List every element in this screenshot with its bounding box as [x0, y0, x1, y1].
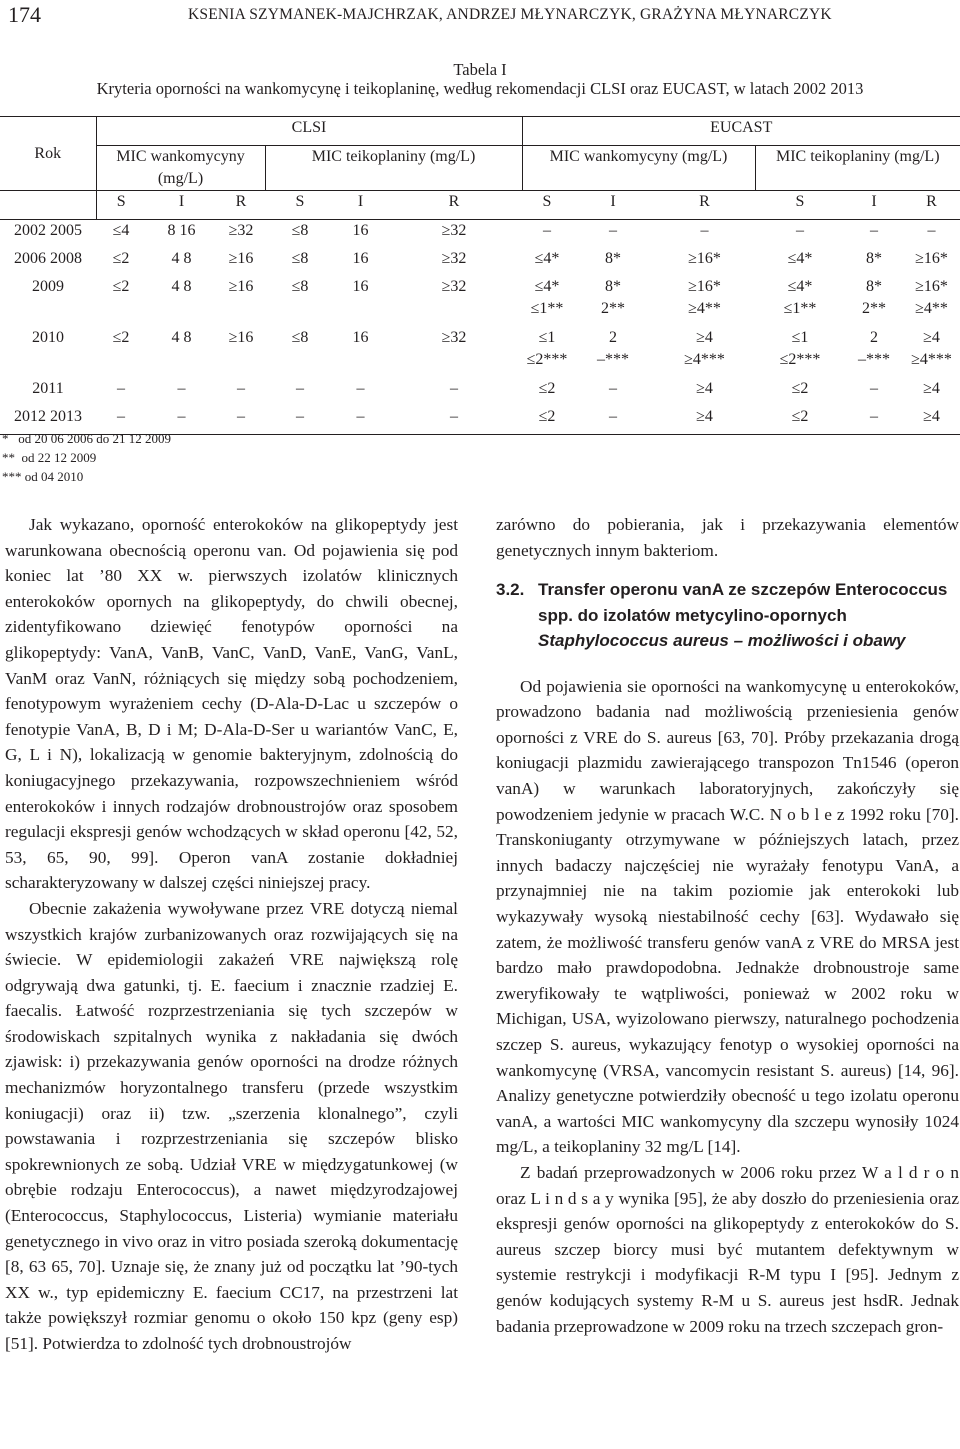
table-cell: 16	[352, 250, 369, 267]
table-cell: –	[870, 380, 878, 397]
section-title-line: spp. do izolatów metycylino-opornych	[538, 605, 847, 625]
table-cell: –	[117, 380, 125, 397]
table-cell: ≤2	[755, 406, 845, 435]
table-cell: 2 –***	[858, 329, 890, 368]
table-cell: 4 8	[171, 278, 192, 295]
subgroup-clsi-vancomycin: MIC wankomycyny (mg/L)	[96, 146, 265, 191]
table-footnotes	[2, 429, 171, 486]
table-cell: 16	[352, 278, 369, 295]
table-cell: ≥16	[228, 250, 254, 267]
table-cell: ≥16* ≥4**	[915, 278, 948, 317]
row-label-header: Rok	[0, 117, 96, 191]
table-cell: ≤2	[112, 278, 130, 295]
table-cell: –	[927, 222, 936, 239]
table-cell: 2 –***	[597, 329, 629, 368]
year-cell: 2006 2008	[14, 250, 82, 267]
table-body	[0, 220, 960, 435]
year-cell: 2002 2005	[14, 222, 82, 239]
table-cell: ≥16*	[688, 250, 721, 267]
group-clsi: CLSI	[96, 117, 522, 146]
year-cell: 2012 2013	[0, 406, 96, 435]
table-cell: ≤2	[538, 380, 556, 397]
table-cell: ≤8	[291, 222, 309, 239]
footnote: *** od 04 2010	[2, 469, 84, 484]
table-cell: ≤2	[112, 250, 130, 267]
section-title-line: Staphylococcus aureus – możliwości i obawy	[538, 631, 906, 651]
table-cell: ≥4	[696, 380, 713, 397]
paragraph: zarówno do pobierania, jak i przekazywania elementów genetycznych innym bakteriom.	[496, 515, 959, 560]
table-cell: 16	[352, 329, 369, 346]
table-cell: ≥4	[923, 380, 940, 397]
table-cell: 8* 2**	[601, 278, 625, 317]
table-cell: ≥32	[441, 329, 467, 346]
table-cell: –	[796, 222, 804, 239]
table-cell: ≤8	[291, 278, 309, 295]
page-number: 174	[8, 2, 41, 27]
table-cell: –	[237, 380, 245, 397]
section-heading	[496, 577, 959, 654]
table-cell: –	[572, 406, 654, 435]
table-cell: –	[335, 406, 386, 435]
table-cell: ≤4* ≤1**	[783, 278, 817, 317]
table-cell: 8* 2**	[862, 278, 886, 317]
running-header	[0, 0, 960, 30]
table-cell: ≤4*	[534, 250, 560, 267]
sir-header: I	[335, 191, 386, 220]
group-eucast: EUCAST	[522, 117, 960, 146]
sir-header: I	[845, 191, 903, 220]
table-cell: 4 8	[171, 329, 192, 346]
subgroup-clsi-teicoplanin: MIC teikoplaniny (mg/L)	[265, 146, 522, 191]
table-cell: –	[146, 406, 217, 435]
table-cell: –	[386, 406, 522, 435]
sir-header: R	[217, 191, 265, 220]
table-cell: ≥16	[228, 278, 254, 295]
sir-header: S	[522, 191, 572, 220]
paragraph: Obecnie zakażenia wywoływane przez VRE dotyczą niemal wszystkich krajów zurbanizowanych oraz rozwijających się na świecie. W epidemiologii zakażeń VRE największą rolę odgrywają dwa gatunki, tj. E. faecium i znacznie rzadziej E. faecalis. Łatwość rozprzestrzeniania się tych szczepów w środowiskach szpitalnych wynika z nakładania się dwóch zjawisk: i) przekazywania genów oporności na drodze różnych mechanizmów horyzontalnego transferu (przede wszystkim koniugacji) oraz ii) tzw. „szerzenia klonalnego”, czyli powstawania i rozprzestrzeniania się szczepów blisko spokrewnionych ze sobą. Udział VRE w międzygatunkowej (w obrębie rodzaju Enterococcus), a nawet międzyrodzajowej (Enterococcus, Staphylococcus, Listeria) wymianie materiału genetycznego in vivo oraz in vitro posiada szeroką dokumentację [8, 63 65, 70]. Uznaje się, że znany już od początku lat ’90-tych XX w., typ epidemiczny E. faecium CC17, na przestrzeni lat także powiększył rozmiar genomu o około 150 kpz (geny esp) [51]. Potwierdza to zdolność tych drobnoustrojów	[5, 898, 458, 1353]
sir-header: S	[755, 191, 845, 220]
table-cell: ≥4 ≥4***	[684, 329, 725, 368]
table-title: Kryteria oporności na wankomycynę i teikoplaninę, według rekomendacji CLSI oraz EUCAST, w latach 2002 2013	[96, 79, 864, 98]
table-cell: –	[543, 222, 551, 239]
subgroup-eucast-vancomycin: MIC wankomycyny (mg/L)	[522, 146, 755, 191]
running-head-authors: KSENIA SZYMANEK-MAJCHRZAK, ANDRZEJ MŁYNARCZYK, GRAŻYNA MŁYNARCZYK	[188, 6, 832, 23]
table-row	[0, 248, 960, 276]
table-cell: –	[265, 406, 335, 435]
table-cell: ≥32	[441, 250, 467, 267]
table-cell: ≥16	[228, 329, 254, 346]
table-cell: ≥4	[654, 406, 755, 435]
table-cell: –	[609, 222, 617, 239]
table-cell: –	[296, 380, 304, 397]
table-cell: 16	[352, 222, 369, 239]
table-cell: –	[96, 406, 146, 435]
footnote: * od 20 06 2006 do 21 12 2009	[2, 431, 171, 446]
table-number: Tabela I	[453, 60, 507, 79]
table-cell: ≤8	[291, 250, 309, 267]
table-cell: ≥4 ≥4***	[911, 329, 952, 368]
table-cell: ≥16* ≥4**	[688, 278, 721, 317]
footnote: ** od 22 12 2009	[2, 450, 97, 465]
table-cell: –	[870, 222, 878, 239]
table-cell: ≥32	[441, 278, 467, 295]
table-cell: ≥32	[228, 222, 254, 239]
table-cell: ≥16*	[915, 250, 948, 267]
table-cell: ≤4* ≤1**	[530, 278, 564, 317]
left-column	[5, 512, 458, 1357]
sir-header: R	[386, 191, 522, 220]
paragraph: Od pojawienia sie oporności na wankomycynę u enterokoków, prowadzono badania nad możliwością przeniesienia genów oporności z VRE do S. aureus [63, 70]. Próby przekazania drogą koniugacji plazmidu zawierającego transpozon Tn1546 (operon vanA) w warunkach laboratoryjnych, zakończyły się powodzeniem jedynie w pracach W.C. N o b l e z 1992 roku [70]. Transkoniuganty otrzymywane w późniejszych latach, przez innych badaczy najczęściej nie wyrażały fenotypu VanA, a przynajmniej nie na takim poziomie jak enterokoki lub wykazywały wysoką niestabilność cechy [63]. Wydawało się zatem, że możliwość transferu genów vanA z VRE do MRSA jest bardzo mało prawdopodobna. Jednakże drobnoustroje same zweryfikowały te wątpliwości, ponieważ w 2002 roku w Michigan, USA, wyizolowano pierwszy, naturalnego pochodzenia szczep S. aureus, wykazujący fenotyp o wysokiej oporności na wankomycynę (VRSA, vancomycin resistant S. aureus) [14, 96]. Analizy genetyczne potwierdziły obecność u tego izolatu operonu vanA, a wartości MIC wankomycyny dla szczepu wynosiły 1024 mg/L, a teikoplaniny 32 mg/L [14].	[496, 676, 959, 1157]
table-cell: ≤4	[112, 222, 130, 239]
table-cell: ≤2	[522, 406, 572, 435]
table-cell: ≤2	[791, 380, 809, 397]
table-cell: –	[217, 406, 265, 435]
table-cell: 8 16	[167, 222, 196, 239]
table-cell: –	[609, 380, 617, 397]
section-title-line: Transfer operonu vanA ze szczepów Enterococcus	[538, 580, 948, 600]
table-row	[0, 378, 960, 406]
sir-header: R	[654, 191, 755, 220]
table-cell: –	[177, 380, 186, 397]
table-cell: ≤2	[112, 329, 130, 346]
resistance-criteria-table	[0, 116, 960, 435]
sir-header: S	[96, 191, 146, 220]
paragraph: Jak wykazano, oporność enterokoków na glikopeptydy jest warunkowana obecnością operonu van. Od pojawienia się pod koniec lat ’80 XX w. pierwszych izolatów klinicznych enterokoków opornych na glikopeptydy, do chwili obecnej, zidentyfikowano dziewięć fenotypów oporności na glikopeptydy: VanA, VanB, VanC, VanD, VanE, VanG, VanL, VanM oraz VanN, różniących się między sobą pochodzeniem, fenotypowym wyrażeniem cechy (D-Ala-D-Lac u szczepów o fenotypie VanA, B, D i M; D-Ala-D-Ser u wariantów VanC, E, G, L i N), lokalizacją w genomie bakteryjnym, zdolnością do koniugacyjnego przekazywania, rozpowszechnieniem wśród enterokoków i innych rodzajów drobnoustrojów oraz sposobem regulacji ekspresji genów wchodzących w skład operonu [42, 52, 53, 65, 90, 99]. Operon vanA zostanie dokładniej scharakteryzowany w dalszej części niniejszej pracy.	[5, 515, 458, 893]
table-cell: ≥4	[903, 406, 960, 435]
table-cell: ≥32	[441, 222, 467, 239]
table-cell: ≤1 ≤2***	[779, 329, 821, 368]
paragraph: Z badań przeprowadzonych w 2006 roku przez W a l d r o n oraz L i n d s a y wynika [95], że aby doszło do przeniesienia oraz ekspresji genów oporności na glikopeptydy z enterokoków do S. aureus szczep biorcy musi być mutantem defektywnym w systemie restrykcji i modyfikacji R-M typu I [95]. Jednym z genów kodujących systemy R-M u S. aureus jest hsdR. Jednak badania przeprowadzone w 2009 roku na trzech szczepach gron-	[496, 1162, 959, 1336]
sir-header: S	[265, 191, 335, 220]
table-row	[0, 220, 960, 249]
table-cell: –	[845, 406, 903, 435]
table-row	[0, 276, 960, 327]
table-cell: –	[700, 222, 709, 239]
table-cell: 8*	[605, 250, 621, 267]
table-row	[0, 327, 960, 378]
table-cell: ≤8	[291, 329, 309, 346]
table-cell: –	[356, 380, 365, 397]
table-cell: –	[450, 380, 458, 397]
sir-header: R	[903, 191, 960, 220]
table-cell: 4 8	[171, 250, 192, 267]
table-cell: 8*	[866, 250, 882, 267]
table-cell: ≤4*	[787, 250, 813, 267]
section-number: 3.2.	[496, 580, 525, 600]
right-column	[496, 512, 959, 1339]
table-cell: ≤1 ≤2***	[526, 329, 568, 368]
year-cell: 2010	[32, 329, 64, 346]
sir-header: I	[572, 191, 654, 220]
sir-header: I	[146, 191, 217, 220]
year-cell: 2011	[32, 380, 64, 397]
subgroup-eucast-teicoplanin: MIC teikoplaniny (mg/L)	[755, 146, 960, 191]
year-cell: 2009	[32, 278, 64, 295]
